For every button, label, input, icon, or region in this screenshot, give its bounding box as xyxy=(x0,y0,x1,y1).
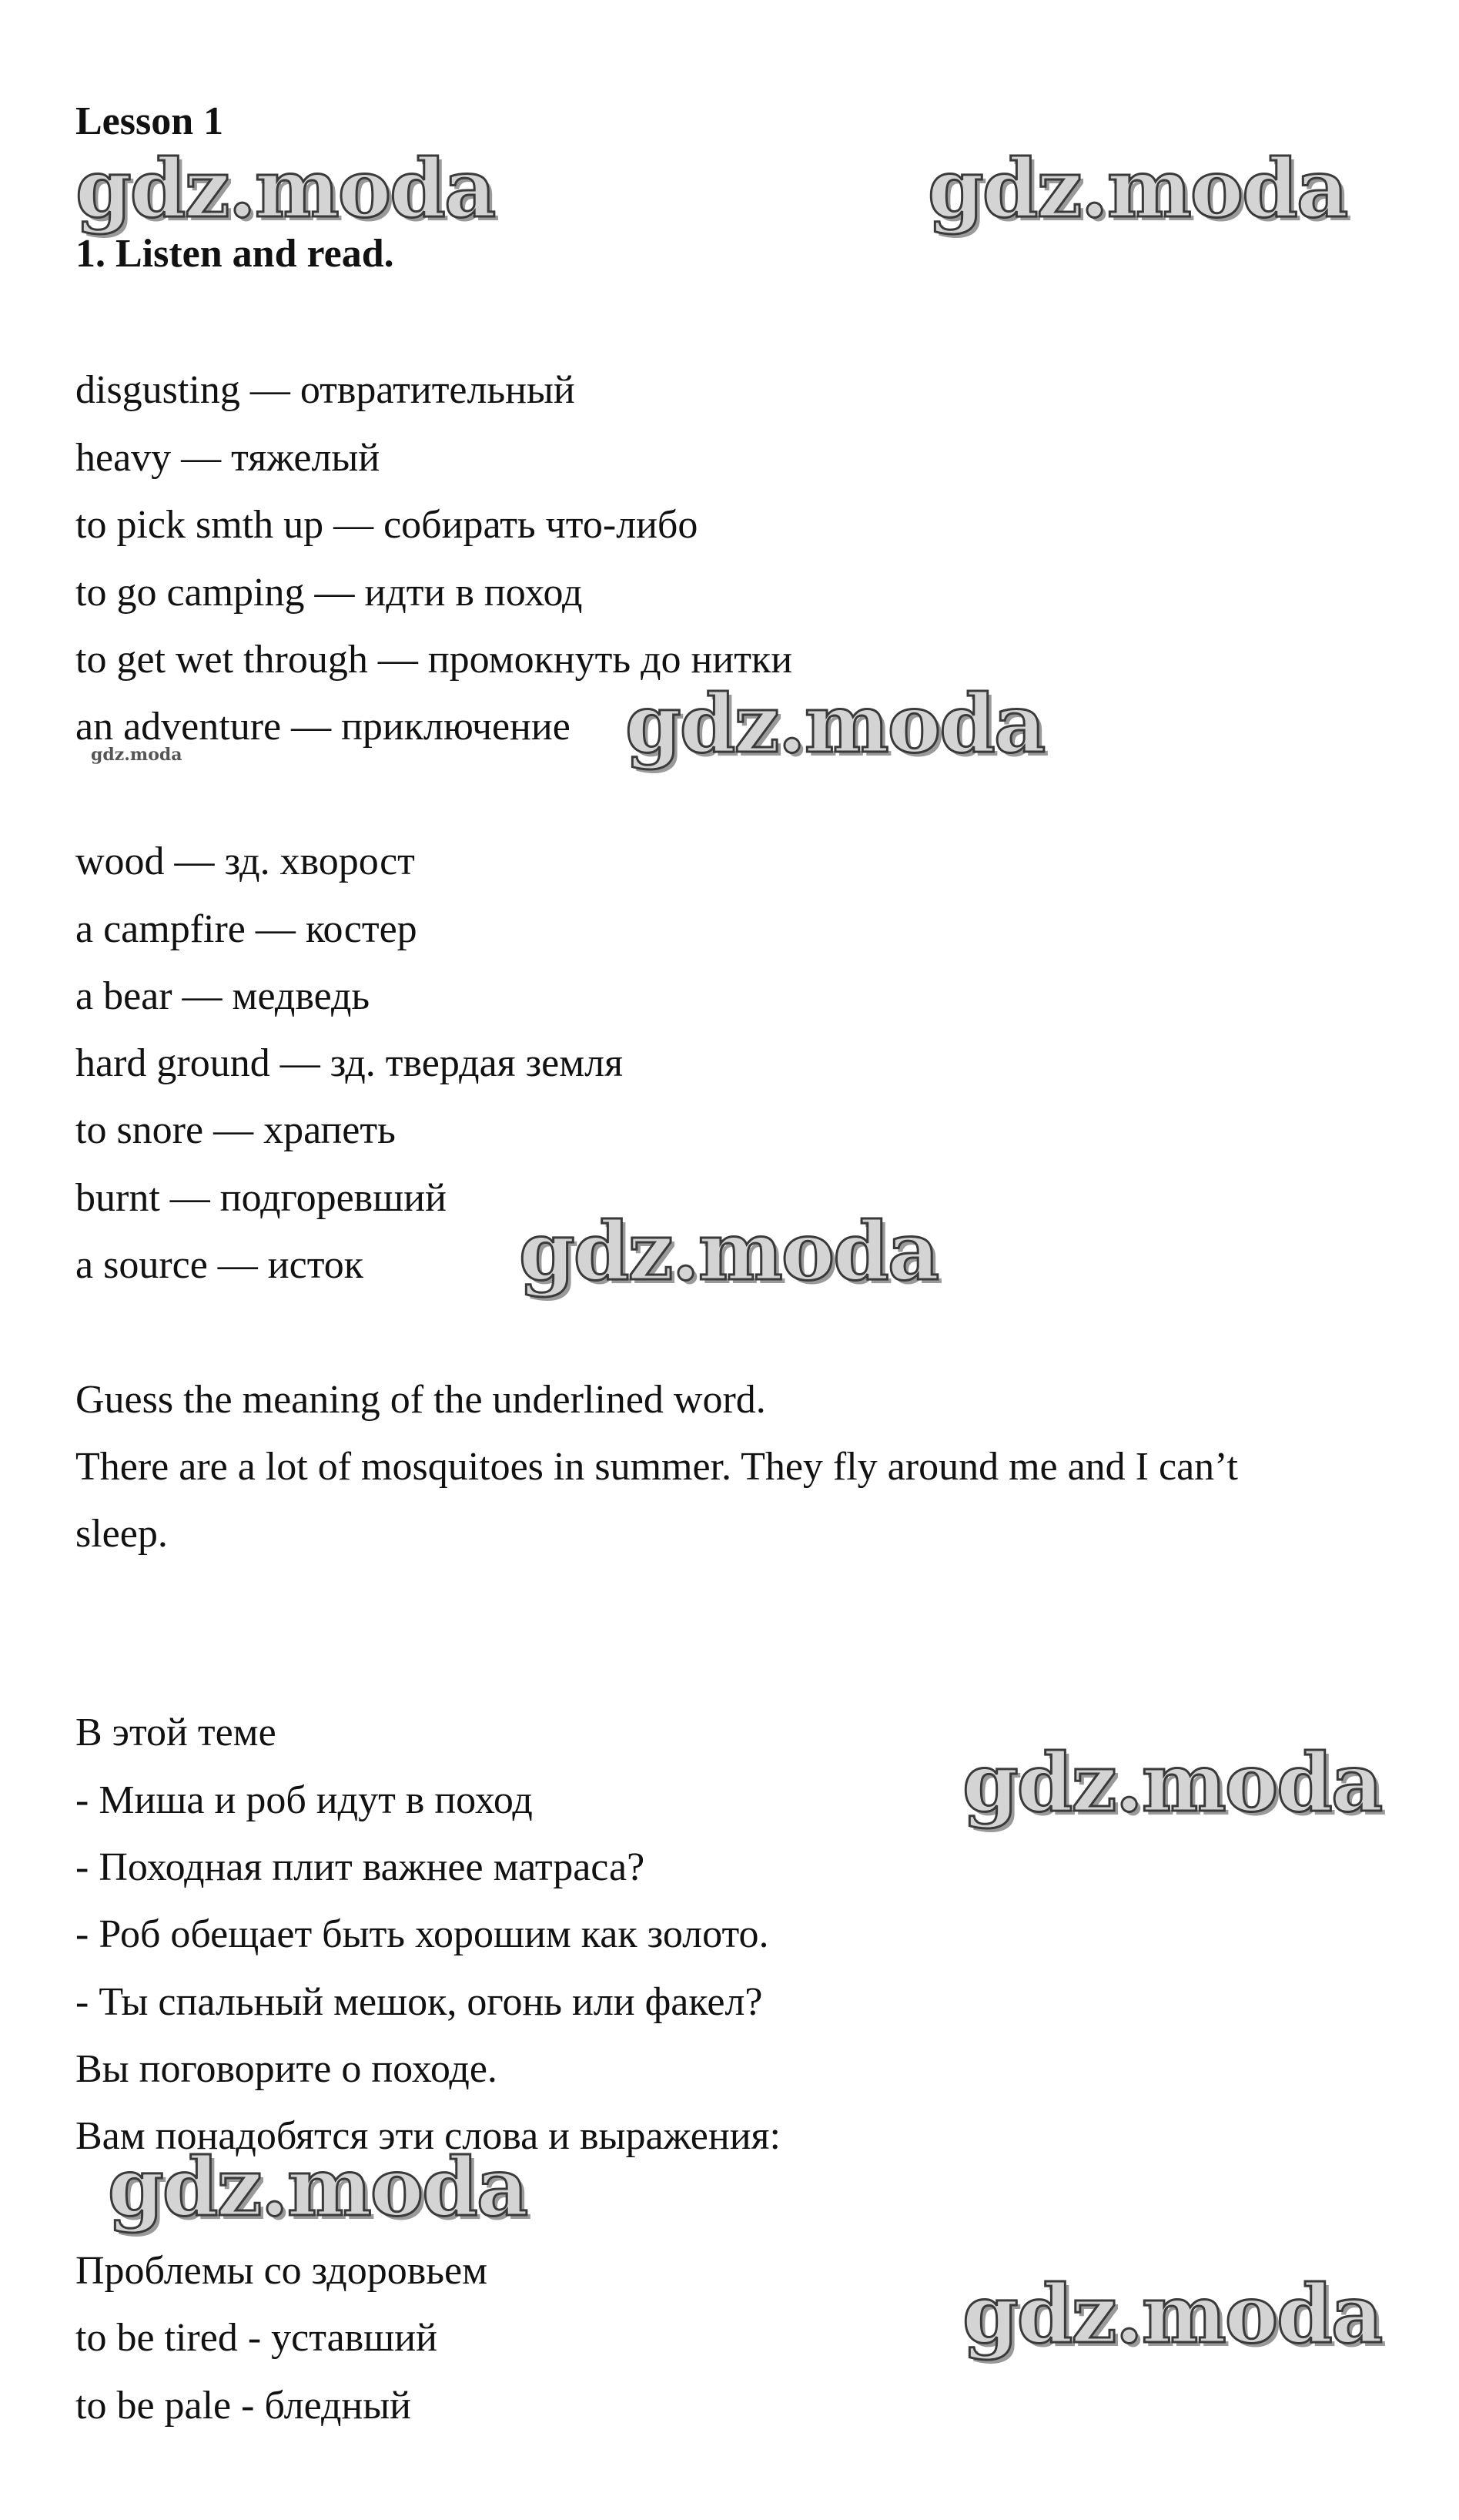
topic-point: - Походная плит важнее матраса? xyxy=(75,1845,645,1889)
vocabulary-item: an adventure — приключение xyxy=(75,705,571,749)
topic-point: - Роб обещает быть хорошим как золото. xyxy=(75,1912,769,1956)
vocabulary-item: to pick smth up — собирать что-либо xyxy=(75,503,698,547)
watermark-logo: gdz.moda xyxy=(75,141,495,236)
watermark-logo: gdz.moda xyxy=(519,1204,939,1299)
watermark-logo: gdz.moda xyxy=(625,676,1045,771)
vocabulary-item: a source — исток xyxy=(75,1243,364,1287)
vocabulary-item: disgusting — отвратительный xyxy=(75,368,575,412)
words-intro: Вам понадобятся эти слова и выражения: xyxy=(75,2114,781,2158)
topic-intro: В этой теме xyxy=(75,1711,276,1754)
guess-instruction: Guess the meaning of the underlined word. xyxy=(75,1378,766,1422)
watermark-logo: gdz.moda xyxy=(962,1735,1382,1830)
vocabulary-item: burnt — подгоревший xyxy=(75,1176,447,1220)
vocabulary-item: heavy — тяжелый xyxy=(75,436,380,480)
watermark-logo: gdz.moda xyxy=(962,2267,1382,2361)
vocabulary-item: wood — зд. хворост xyxy=(75,839,415,883)
watermark-small-logo: gdz.moda xyxy=(91,745,182,765)
topic-summary: Вы поговорите о походе. xyxy=(75,2047,497,2091)
vocabulary-item: hard ground — зд. твердая земля xyxy=(75,1041,623,1085)
guess-sentence: There are a lot of mosquitoes in summer. They fly around me and I can’t xyxy=(75,1445,1238,1489)
topic-point: - Миша и роб идут в поход xyxy=(75,1778,533,1822)
vocabulary-item: to go camping — идти в поход xyxy=(75,571,583,615)
health-word: to be pale - бледный xyxy=(75,2384,412,2428)
watermark-logo: gdz.moda xyxy=(928,141,1347,236)
health-word: to be tired - уставший xyxy=(75,2316,437,2360)
topic-point: - Ты спальный мешок, огонь или факел? xyxy=(75,1980,763,2024)
exercise-title: 1. Listen and read. xyxy=(75,232,394,276)
vocabulary-item: to get wet through — промокнуть до нитки xyxy=(75,638,793,682)
watermark-logo: gdz.moda xyxy=(108,2140,527,2234)
lesson-title: Lesson 1 xyxy=(75,99,224,143)
vocabulary-item: to snore — храпеть xyxy=(75,1108,396,1152)
guess-sentence-continued: sleep. xyxy=(75,1512,168,1556)
vocabulary-item: a campfire — костер xyxy=(75,907,417,951)
health-heading: Проблемы со здоровьем xyxy=(75,2249,487,2293)
vocabulary-item: a bear — медведь xyxy=(75,974,370,1018)
